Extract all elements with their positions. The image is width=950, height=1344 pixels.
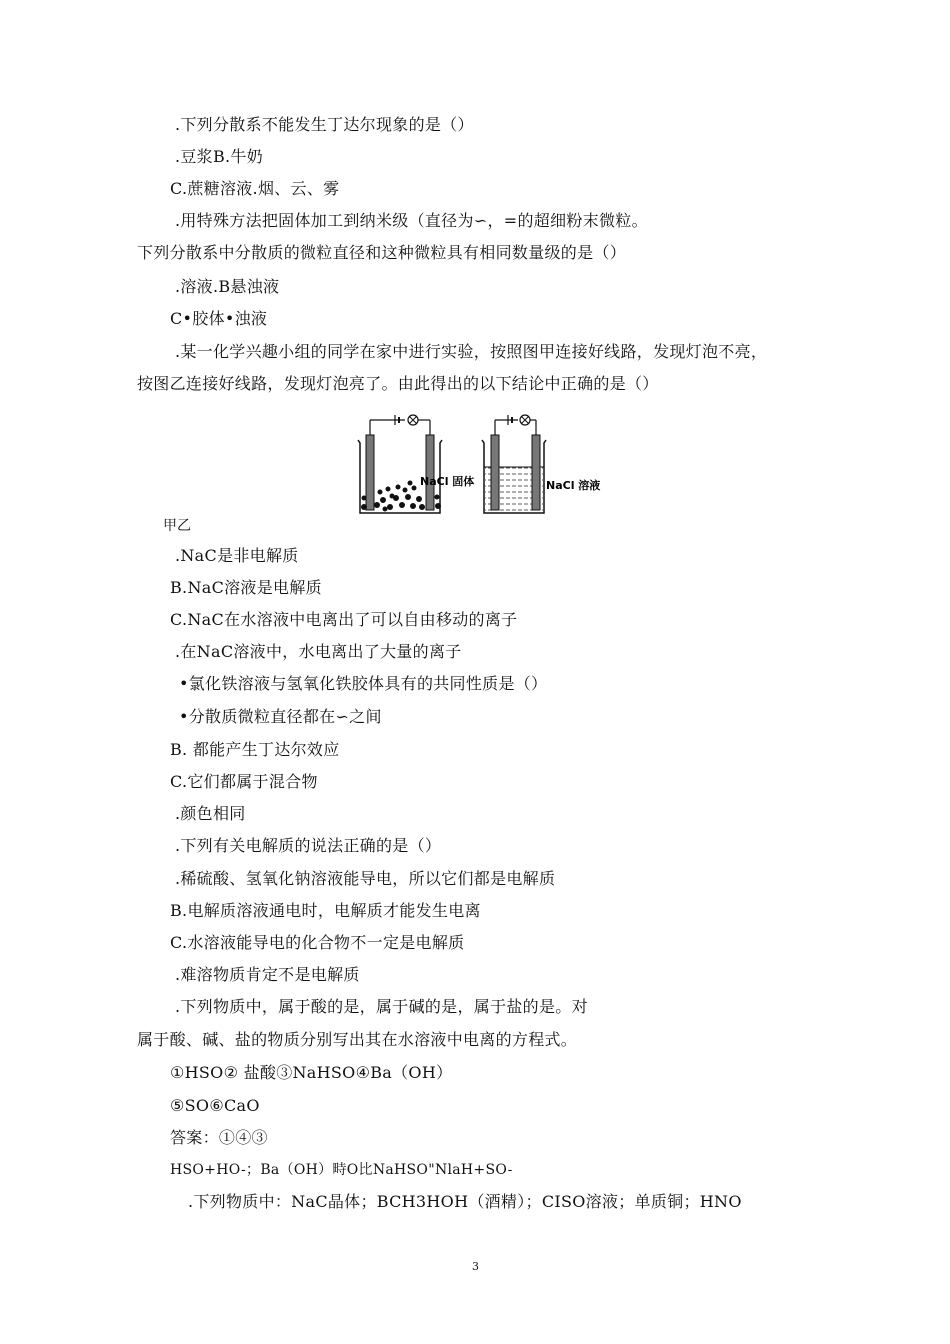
label-nacl-solid: NaCl 固体 (420, 475, 475, 488)
question-6-stem-line2: 属于酸、碱、盐的物质分别写出其在水溶液中电离的方程式。 (137, 1030, 578, 1049)
question-6-substances-1: ①HSO② 盐酸③NaHSO④Ba（OH） (170, 1063, 453, 1082)
question-4-option-c: C.它们都属于混合物 (170, 772, 318, 791)
figure-caption: 甲乙 (163, 518, 191, 534)
question-5-option-a: .稀硫酸、氢氧化钠溶液能导电，所以它们都是电解质 (175, 869, 556, 888)
question-5-option-b: B.电解质溶液通电时，电解质才能发生电离 (170, 901, 481, 920)
question-4-option-a: •分散质微粒直径都在∽之间 (179, 707, 382, 726)
question-4-stem: •氯化铁溶液与氢氧化铁胶体具有的共同性质是（） (179, 674, 548, 693)
question-2-options-ab: .溶液.B悬浊液 (175, 277, 280, 296)
question-2-stem-line2: 下列分散系中分散质的微粒直径和这种微粒具有相同数量级的是（） (137, 243, 627, 262)
question-1-options-cd: C.蔗糖溶液.烟、云、雾 (170, 179, 340, 198)
circuit-figure (350, 405, 610, 520)
question-4-option-b: B. 都能产生丁达尔效应 (170, 740, 340, 759)
question-5-stem: .下列有关电解质的说法正确的是（） (175, 836, 442, 855)
question-6-substances-2: ⑤SO⑥CaO (170, 1096, 260, 1115)
question-3-option-b: B.NaC溶液是电解质 (170, 578, 322, 597)
question-5-option-c: C.水溶液能导电的化合物不一定是电解质 (170, 933, 465, 952)
answer-line: 答案：①④③ (170, 1128, 268, 1147)
page-number: 3 (472, 1260, 479, 1273)
question-3-option-d: .在NaC溶液中，水电离出了大量的离子 (175, 642, 462, 661)
question-4-option-d: .颜色相同 (175, 804, 246, 823)
question-3-stem-line1: .某一化学兴趣小组的同学在家中进行实验，按照图甲连接好线路，发现灯泡不亮， (175, 342, 768, 361)
beaker-left (358, 415, 474, 513)
question-7-stem: .下列物质中：NaC晶体；BCH3HOH（酒精）；CISO溶液；单质铜；HNO (188, 1192, 742, 1211)
question-1-stem: .下列分散系不能发生丁达尔现象的是（） (175, 115, 474, 134)
question-1-options-ab: .豆浆B.牛奶 (175, 147, 264, 166)
question-3-option-a: .NaC是非电解质 (175, 546, 299, 565)
question-2-options-cd: C•胶体•浊液 (170, 309, 268, 328)
question-3-option-c: C.NaC在水溶液中电离出了可以自由移动的离子 (170, 610, 518, 629)
beaker-right (482, 415, 600, 513)
equations-line: HSO+HO-；Ba（OH）畤O比NaHSO"NlaH+SO- (170, 1162, 513, 1178)
question-5-option-d: .难溶物质肯定不是电解质 (175, 965, 360, 984)
question-6-stem-line1: .下列物质中，属于酸的是，属于碱的是，属于盐的是。对 (175, 997, 588, 1016)
question-3-stem-line2: 按图乙连接好线路，发现灯泡亮了。由此得出的以下结论中正确的是（） (137, 374, 659, 393)
question-2-stem-line1: .用特殊方法把固体加工到纳米级（直径为∽，=的超细粉末微粒。 (175, 211, 648, 230)
label-nacl-solution: NaCl 溶液 (546, 479, 601, 492)
